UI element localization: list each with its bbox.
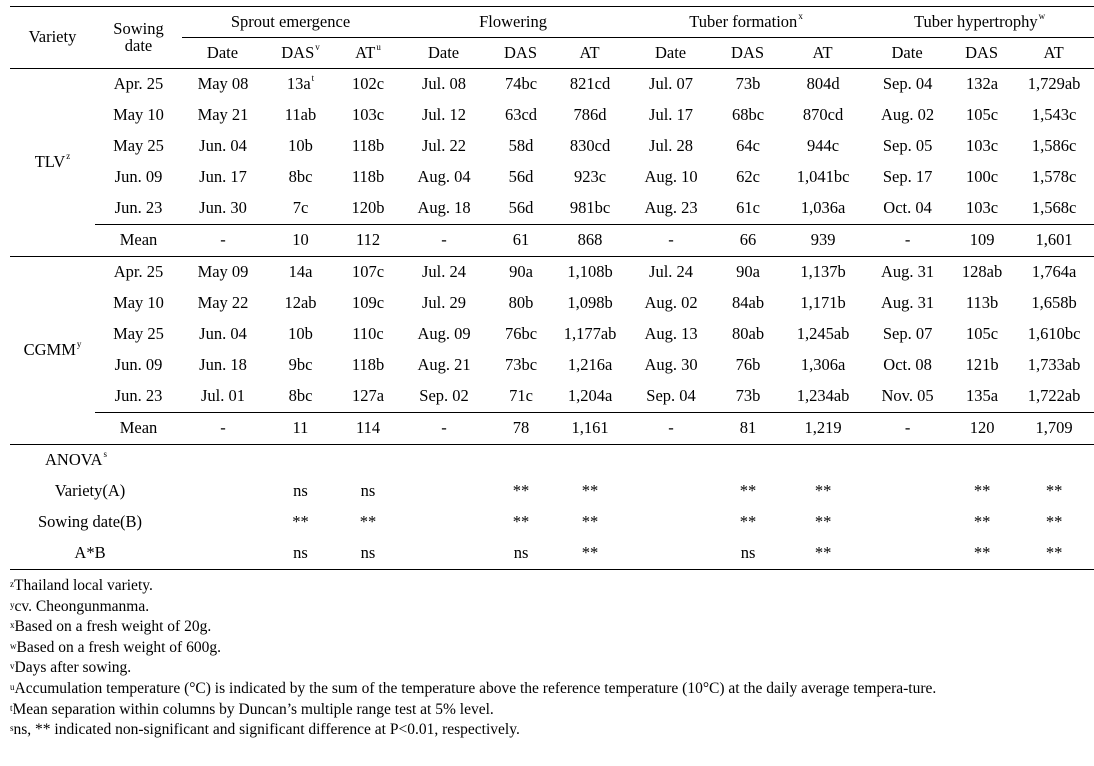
data-cell: Aug. 30 [644, 355, 698, 375]
data-cell: Jun. 30 [199, 198, 247, 218]
table-row [10, 319, 1094, 350]
subheader-at: AT [1014, 38, 1094, 69]
mean-cell: 78 [489, 413, 553, 445]
data-cell: Sep. 02 [419, 386, 469, 406]
data-cell: Aug. 10 [644, 167, 698, 187]
header-group: Tuber formation$^x$ [627, 7, 865, 38]
data-cell: 58d [508, 136, 534, 156]
data-cell: Jul. 17 [649, 105, 694, 125]
mean-cell: 868 [553, 225, 627, 257]
data-cell: 121b [965, 355, 999, 375]
data-cell: 1,586c [1031, 136, 1077, 156]
data-cell: Aug. 13 [644, 324, 698, 344]
data-cell: 105c [966, 324, 999, 344]
data-cell: 56d [508, 167, 534, 187]
anova-cell [865, 507, 950, 538]
data-cell: 12ab [284, 293, 317, 313]
data-cell: 64c [736, 136, 760, 156]
data-cell: 11ab [284, 105, 317, 125]
data-cell: 63cd [504, 105, 538, 125]
data-cell: Jul. 08 [422, 74, 467, 94]
table-row [10, 350, 1094, 381]
data-cell: 830cd [569, 136, 611, 156]
data-cell: 76bc [504, 324, 538, 344]
anova-cell: ** [814, 481, 832, 501]
table-row [10, 131, 1094, 162]
mean-cell: - [182, 413, 264, 445]
anova-cell: ns [360, 481, 376, 501]
footnote: $^v$Days after sowing. [10, 659, 132, 677]
data-cell: Sep. 04 [646, 386, 696, 406]
data-cell: 103c [966, 198, 999, 218]
data-cell: Aug. 04 [417, 167, 471, 187]
mean-cell: 66 [715, 225, 781, 257]
anova-cell [627, 476, 715, 507]
footnote: $^u$Accumulation temperature (°C) is indicated by the sum of the temperature above the reference temperature (10°C) at the daily average tempera-ture. [10, 679, 937, 697]
data-cell: 1,098b [567, 293, 613, 313]
data-cell: 118b [351, 167, 385, 187]
data-cell: 71c [509, 386, 533, 406]
data-cell: Jun. 18 [199, 355, 247, 375]
data-cell: 1,543c [1031, 105, 1077, 125]
anova-cell: ** [739, 512, 757, 532]
data-cell: May 08 [197, 74, 249, 94]
footnote: $^s$ns, ** indicated non-significant and significant difference at P<0.01, respectively. [10, 721, 520, 739]
data-cell: 103c [351, 105, 385, 125]
anova-label: A*B [74, 543, 106, 563]
subheader-das: DAS [715, 38, 781, 69]
anova-cell: ** [292, 512, 309, 532]
data-cell: 61c [736, 198, 760, 218]
anova-cell: ** [1045, 543, 1063, 563]
variety-cell: TLV$^z$ [10, 69, 95, 257]
data-cell: Jun. 04 [199, 324, 247, 344]
data-cell: 1,658b [1031, 293, 1077, 313]
data-cell: Sep. 17 [882, 167, 933, 187]
data-cell: 981bc [569, 198, 611, 218]
anova-title: ANOVA$^s$ [45, 449, 107, 470]
anova-cell: ns [740, 543, 756, 563]
data-cell: 105c [966, 105, 999, 125]
footnotes [10, 576, 1034, 741]
anova-cell [627, 507, 715, 538]
data-cell: Aug. 31 [880, 262, 935, 282]
anova-cell: ns [360, 543, 376, 563]
anova-cell: ns [293, 543, 308, 563]
data-cell: 1,171b [800, 293, 846, 313]
data-cell: 84ab [732, 293, 765, 313]
anova-cell [399, 476, 489, 507]
table-figure [10, 6, 1081, 741]
data-cell: 9bc [288, 355, 313, 375]
anova-cell: ** [581, 543, 599, 563]
data-cell: 118b [351, 136, 385, 156]
anova-cell: ** [512, 512, 530, 532]
data-cell: 127a [351, 386, 385, 406]
data-cell: 1,108b [567, 262, 613, 282]
header-variety: Variety [10, 7, 95, 69]
data-cell: 90a [736, 262, 760, 282]
data-cell: 128ab [961, 262, 1003, 282]
data-cell: 8bc [288, 386, 313, 406]
mean-cell: - [399, 225, 489, 257]
anova-cell [627, 538, 715, 570]
data-cell: 1,234ab [796, 386, 850, 406]
anova-cell: ** [814, 512, 832, 532]
anova-cell: ns [293, 481, 308, 501]
data-cell: 14a [288, 262, 313, 282]
mean-cell: 61 [489, 225, 553, 257]
subheader-date: Date [182, 38, 264, 69]
sowing-date-cell: Jun. 09 [114, 167, 163, 187]
table-row [10, 100, 1094, 131]
anova-title-row [10, 445, 1094, 477]
anova-cell [182, 507, 264, 538]
subheader-das: DAS$^v$ [264, 38, 337, 69]
data-cell: Jul. 28 [649, 136, 694, 156]
mean-cell: - [627, 413, 715, 445]
data-cell: 62c [736, 167, 760, 187]
sowing-date-cell: Apr. 25 [113, 262, 164, 282]
data-cell: Jul. 29 [422, 293, 467, 313]
data-cell: Aug. 02 [880, 105, 935, 125]
data-cell: 1,036a [800, 198, 846, 218]
anova-cell: ** [973, 481, 991, 501]
data-cell: Aug. 21 [417, 355, 471, 375]
subheader-date: Date [627, 38, 715, 69]
data-cell: Aug. 02 [644, 293, 698, 313]
data-cell: 804d [806, 74, 840, 94]
data-cell: Jun. 04 [199, 136, 247, 156]
data-cell: 1,729ab [1027, 74, 1081, 94]
sowing-date-cell: Apr. 25 [113, 74, 164, 94]
anova-cell: ** [973, 543, 991, 563]
footnote: $^w$Based on a fresh weight of 600g. [10, 638, 221, 656]
data-cell: 120b [351, 198, 385, 218]
data-cell: 7c [292, 198, 309, 218]
anova-cell: ** [581, 481, 599, 501]
data-cell: 1,578c [1031, 167, 1077, 187]
data-cell: 821cd [569, 74, 611, 94]
data-cell: Sep. 04 [882, 74, 933, 94]
mean-cell: 11 [264, 413, 337, 445]
data-cell: Jul. 12 [422, 105, 467, 125]
data-cell: 1,764a [1031, 262, 1077, 282]
mean-cell: - [865, 225, 950, 257]
anova-cell: ** [739, 481, 757, 501]
data-cell: 100c [966, 167, 999, 187]
data-cell: 10b [288, 136, 313, 156]
data-cell: 102c [351, 74, 385, 94]
subheader-at: AT [553, 38, 627, 69]
mean-cell: 1,601 [1014, 225, 1094, 257]
anova-cell: ** [359, 512, 377, 532]
mean-cell: 1,709 [1014, 413, 1094, 445]
anova-cell [865, 476, 950, 507]
data-cell: 1,568c [1031, 198, 1077, 218]
data-cell: 1,610bc [1027, 324, 1081, 344]
data-cell: 103c [966, 136, 999, 156]
anova-cell [399, 538, 489, 570]
data-cell: 1,245ab [796, 324, 850, 344]
data-cell: Jul. 24 [649, 262, 694, 282]
data-cell: 1,733ab [1027, 355, 1081, 375]
data-cell: 74bc [504, 74, 538, 94]
anova-row [10, 507, 1094, 538]
footnote: $^x$Based on a fresh weight of 20g. [10, 618, 212, 636]
mean-cell: - [399, 413, 489, 445]
sowing-date-cell: May 10 [113, 105, 164, 125]
data-cell: 1,216a [567, 355, 613, 375]
data-cell: Nov. 05 [881, 386, 934, 406]
data-cell: Sep. 05 [882, 136, 933, 156]
data-cell: May 09 [197, 262, 249, 282]
subheader-date: Date [865, 38, 950, 69]
data-cell: 1,722ab [1027, 386, 1081, 406]
mean-cell: 120 [950, 413, 1014, 445]
anova-row [10, 538, 1094, 570]
anova-cell [182, 476, 264, 507]
data-cell: Jul. 01 [200, 386, 245, 406]
data-cell: Aug. 09 [417, 324, 471, 344]
data-cell: 923c [574, 167, 607, 187]
table-row [10, 193, 1094, 225]
data-cell: 1,306a [800, 355, 846, 375]
mean-cell: 10 [264, 225, 337, 257]
footnote: $^t$Mean separation within columns by Duncan’s multiple range test at 5% level. [10, 700, 494, 718]
mean-cell: - [865, 413, 950, 445]
anova-cell [399, 507, 489, 538]
anova-cell [182, 538, 264, 570]
data-cell: 1,204a [567, 386, 613, 406]
data-cell: Oct. 04 [883, 198, 932, 218]
data-cell: 110c [352, 324, 384, 344]
data-cell: Jul. 24 [422, 262, 467, 282]
data-cell: 109c [351, 293, 385, 313]
anova-cell: ** [973, 512, 991, 532]
anova-cell: ** [512, 481, 530, 501]
data-cell: 107c [351, 262, 385, 282]
anova-label: Variety(A) [54, 481, 126, 501]
data-cell: 73b [735, 386, 761, 406]
data-cell: 132a [966, 74, 999, 94]
data-cell: Jul. 07 [649, 74, 694, 94]
data-cell: 786d [573, 105, 607, 125]
mean-cell: - [627, 225, 715, 257]
data-cell: 1,137b [800, 262, 846, 282]
footnote: $^z$Thailand local variety. [10, 577, 153, 594]
data-cell: 944c [807, 136, 840, 156]
subheader-date: Date [399, 38, 489, 69]
data-cell: 73b [735, 74, 761, 94]
data-cell: 10b [288, 324, 313, 344]
mean-cell: 112 [337, 225, 399, 257]
data-cell: 870cd [802, 105, 844, 125]
sowing-date-cell: May 10 [113, 293, 164, 313]
data-cell: 56d [508, 198, 534, 218]
data-cell: 76b [735, 355, 761, 375]
anova-cell [865, 538, 950, 570]
mean-cell: 1,219 [781, 413, 865, 445]
anova-cell: ** [581, 512, 599, 532]
data-cell: 113b [965, 293, 999, 313]
mean-label: Mean [95, 225, 182, 257]
table-row [10, 69, 1094, 101]
header-group: Tuber hypertrophy$^w$ [865, 7, 1094, 38]
mean-cell: 81 [715, 413, 781, 445]
table-row [10, 257, 1094, 289]
sowing-date-cell: Jun. 23 [114, 198, 163, 218]
data-cell: 8bc [288, 167, 313, 187]
subheader-at: AT [781, 38, 865, 69]
header-sowing-date: Sowing date [95, 7, 182, 69]
data-cell: Jun. 17 [199, 167, 247, 187]
table-row [10, 381, 1094, 413]
anova-cell: ** [1045, 481, 1063, 501]
data-cell: Jul. 22 [422, 136, 467, 156]
data-cell: Sep. 07 [882, 324, 933, 344]
mean-row [10, 225, 1094, 257]
mean-cell: 109 [950, 225, 1014, 257]
anova-row [10, 476, 1094, 507]
data-cell: 73bc [504, 355, 538, 375]
footnote: $^y$cv. Cheongunmanma. [10, 597, 150, 615]
sowing-date-cell: May 25 [113, 324, 164, 344]
data-cell: 135a [966, 386, 999, 406]
mean-cell: 114 [337, 413, 399, 445]
mean-row [10, 413, 1094, 445]
data-cell: 1,041bc [796, 167, 850, 187]
data-cell: 90a [509, 262, 533, 282]
data-cell: 1,177ab [563, 324, 617, 344]
data-cell: $13a^t$ [286, 73, 315, 94]
mean-label: Mean [95, 413, 182, 445]
anova-cell: ns [513, 543, 529, 563]
mean-cell: - [182, 225, 264, 257]
anova-cell: ** [1045, 512, 1063, 532]
data-cell: Aug. 23 [644, 198, 698, 218]
variety-cell: CGMM$^y$ [10, 257, 95, 445]
results-table [10, 6, 1094, 570]
subheader-at: $AT^u$ [337, 38, 399, 69]
sowing-date-cell: Jun. 23 [114, 386, 163, 406]
data-cell: Oct. 08 [883, 355, 932, 375]
data-cell: 118b [351, 355, 385, 375]
sowing-date-cell: May 25 [113, 136, 164, 156]
data-cell: May 21 [197, 105, 249, 125]
table-row [10, 288, 1094, 319]
anova-cell: ** [814, 543, 832, 563]
anova-label: Sowing date(B) [37, 512, 143, 532]
sowing-date-cell: Jun. 09 [114, 355, 163, 375]
header-group: Sprout emergence [182, 7, 399, 38]
data-cell: 80ab [732, 324, 765, 344]
data-cell: May 22 [197, 293, 249, 313]
data-cell: 68bc [732, 105, 765, 125]
subheader-das: DAS [489, 38, 553, 69]
subheader-das: DAS [950, 38, 1014, 69]
mean-cell: 1,161 [553, 413, 627, 445]
mean-cell: 939 [781, 225, 865, 257]
data-cell: Aug. 18 [417, 198, 471, 218]
header-group: Flowering [399, 7, 627, 38]
data-cell: Aug. 31 [880, 293, 935, 313]
data-cell: 80b [508, 293, 534, 313]
table-row [10, 162, 1094, 193]
